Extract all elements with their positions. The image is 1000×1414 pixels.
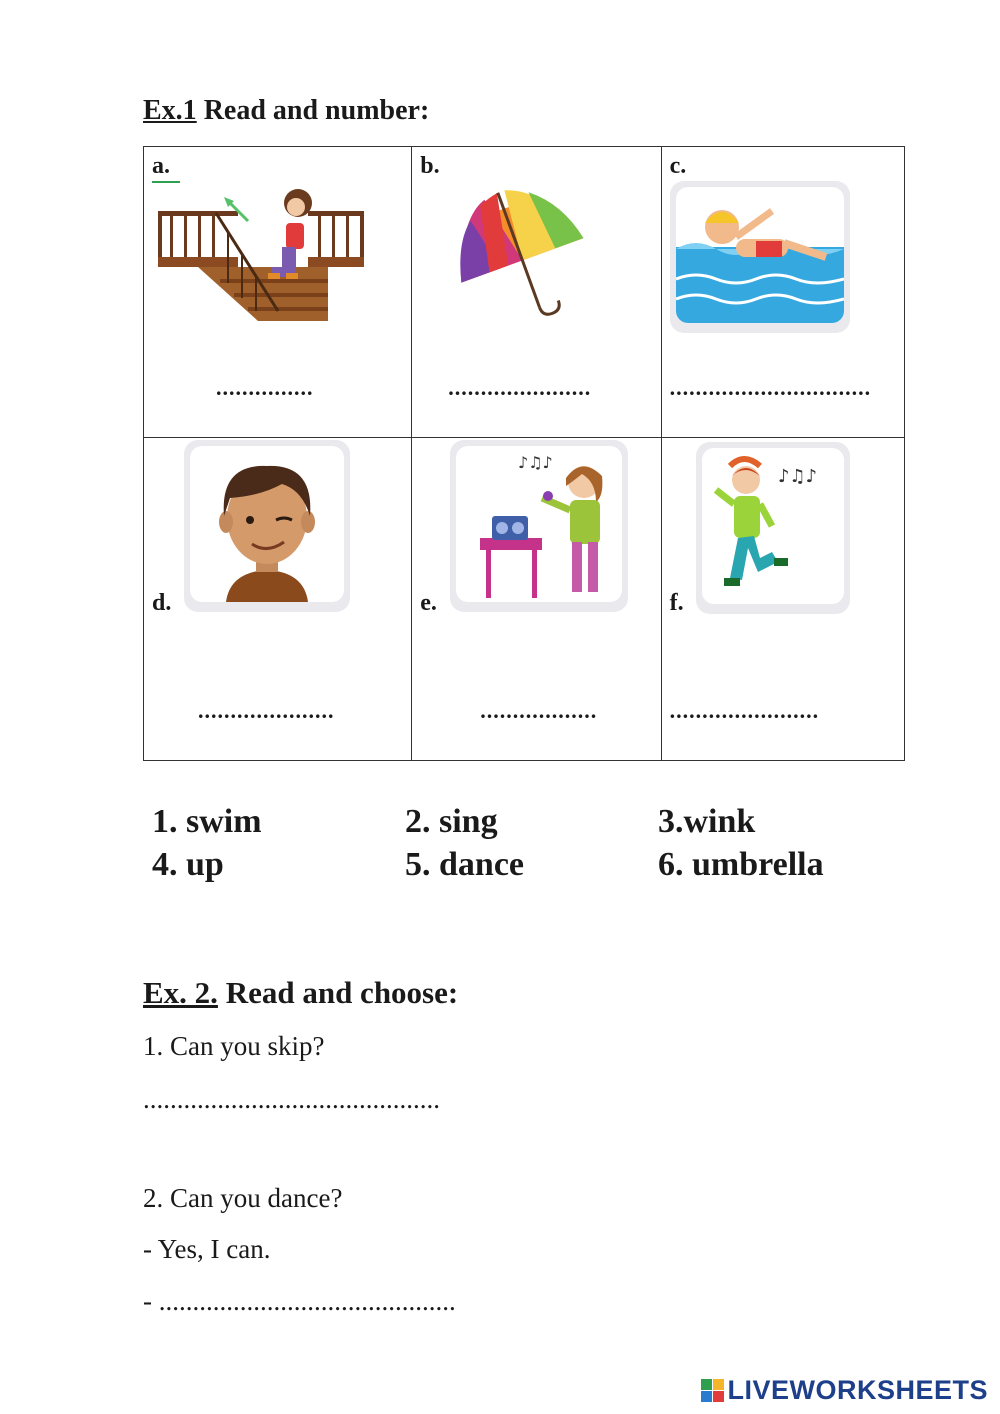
word-item: 5. dance (405, 846, 524, 883)
picture-grid (143, 146, 905, 761)
word-item: 1. swim (152, 803, 262, 840)
word-item: 6. umbrella (658, 846, 824, 883)
answer-2-line-1: - Yes, I can. (143, 1234, 271, 1264)
answer-1-blank[interactable]: ............................................ (143, 1084, 440, 1114)
cell-letter: b. (420, 153, 440, 179)
girl-dancing-icon (702, 448, 844, 604)
cell-letter: e. (420, 590, 437, 616)
answer-blank[interactable]: ...................... (448, 375, 592, 400)
answer-2-blank[interactable]: - ............................................ (143, 1286, 456, 1316)
ex2-title: Read and choose: (217, 975, 459, 1010)
cell-letter: d. (152, 590, 172, 616)
cell-letter: a. (152, 153, 170, 179)
answer-blank[interactable]: .................. (480, 698, 598, 723)
cell-letter: f. (669, 590, 684, 616)
liveworksheets-logo (701, 1375, 988, 1406)
umbrella-icon (444, 181, 594, 321)
answer-blank[interactable]: ....................... (669, 698, 820, 723)
cell-letter: c. (669, 153, 687, 179)
boy-swimming-frame (670, 181, 850, 333)
cell-a (144, 147, 412, 438)
ex2-label: Ex. 2. (143, 975, 218, 1010)
boy-winking-frame (184, 440, 350, 612)
answer-blank[interactable]: ..................... (198, 698, 335, 723)
svg-text:♪♫♪: ♪♫♪ (777, 466, 817, 487)
answer-blank[interactable]: ............... (216, 375, 314, 400)
logo-mark-icon (701, 1379, 724, 1402)
boy-swimming-icon (676, 187, 844, 323)
girl-climbing-stairs-icon (158, 183, 368, 325)
ex1-label: Ex.1 (143, 95, 197, 126)
ex2-heading (143, 975, 458, 1011)
girl-singing-frame (450, 440, 628, 612)
cell-b (412, 147, 661, 438)
word-item: 3.wink (658, 803, 756, 840)
logo-text: LIVEWORKSHEETS (727, 1375, 988, 1405)
question-1: 1. Can you skip? (143, 1031, 325, 1061)
word-item: 2. sing (405, 803, 498, 840)
answer-blank[interactable]: ............................... (669, 375, 872, 400)
cell-c (661, 147, 904, 438)
cell-e (412, 438, 661, 761)
word-item: 4. up (152, 846, 224, 883)
cell-d (144, 438, 412, 761)
ex1-heading (143, 95, 429, 127)
boy-winking-icon (190, 446, 344, 602)
girl-dancing-frame (696, 442, 850, 614)
girl-singing-icon (456, 446, 622, 602)
ex1-title: Read and number: (196, 95, 430, 126)
question-2: 2. Can you dance? (143, 1183, 343, 1213)
svg-text:♪♫♪: ♪♫♪ (518, 453, 554, 472)
cell-f (661, 438, 904, 761)
